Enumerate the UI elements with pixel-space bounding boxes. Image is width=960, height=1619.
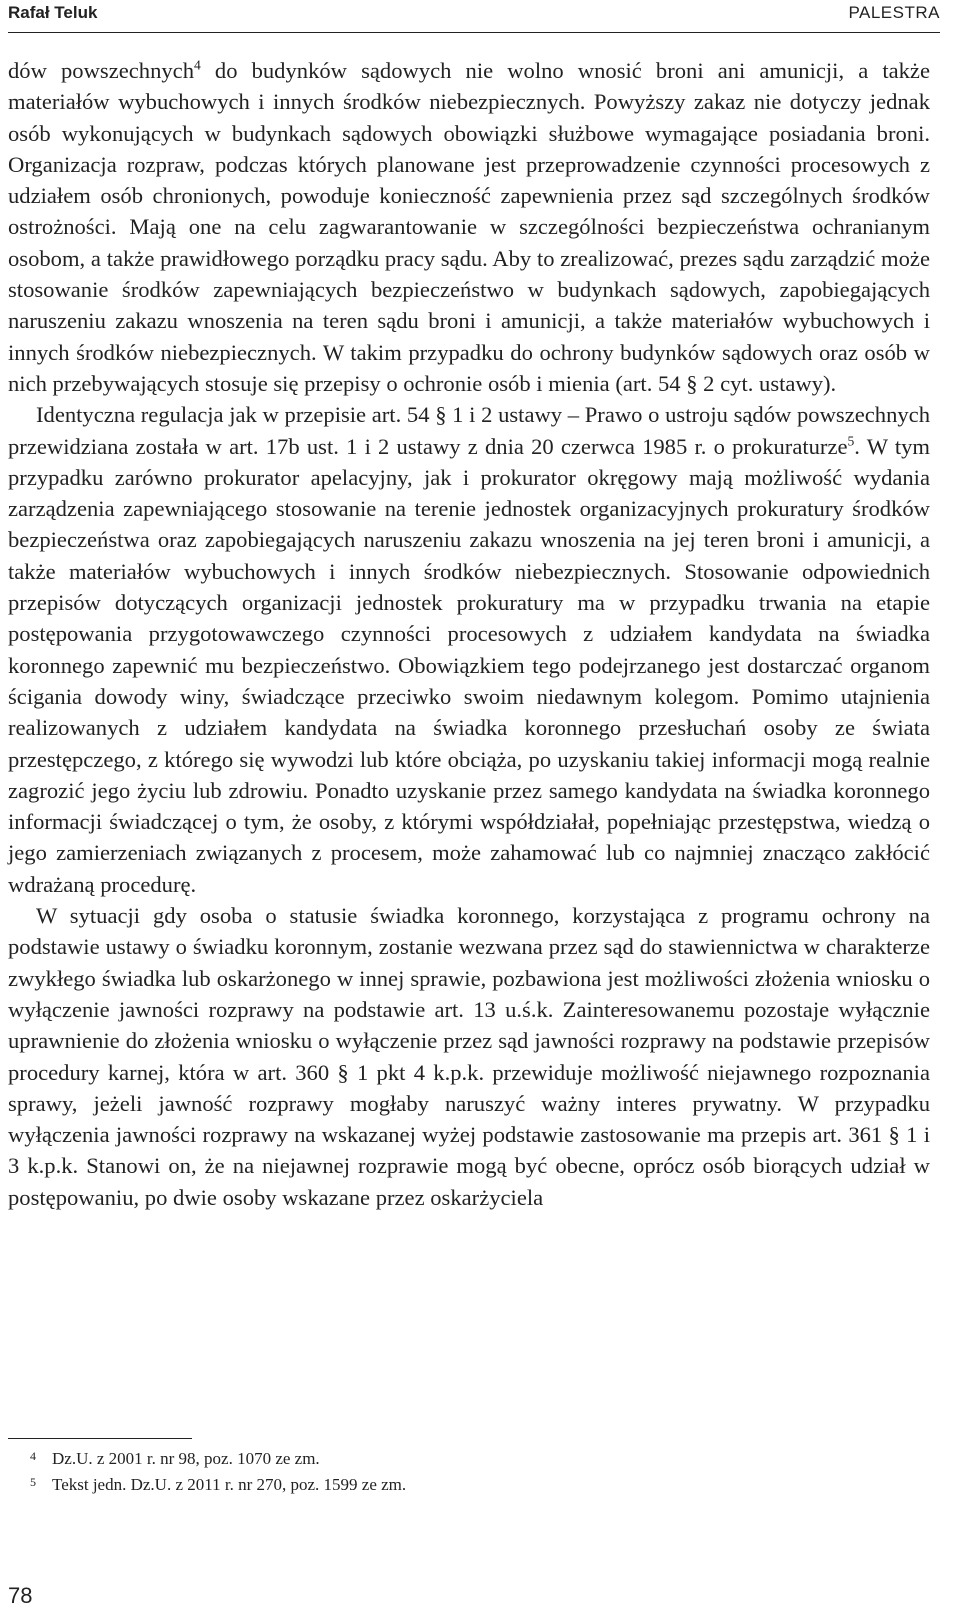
- paragraph-3: [8, 900, 930, 1213]
- paragraph-1-lead: dów powszechnych: [8, 58, 195, 83]
- paragraph-2: [8, 399, 930, 900]
- footnote-5: [30, 1472, 830, 1498]
- header-journal: PALESTRA: [848, 3, 940, 22]
- paragraph-2-text: . W tym przypadku zarówno prokurator apelacyjny, jak i prokurator okręgowy mają możliwość wydania zarządzenia zapewniającego stosowanie na terenie jednostek organizacyjnych prokuratury środków bezpieczeństwa oraz zapobiegających naruszeniu zakazu wnoszenia na jej teren broni i amunicji, a także materiałów wybuchowych i innych środków niebezpiecznych. Stosowanie odpowiednich przepisów dotyczących organizacji jednostek prokuratury ma w przypadku trwania na etapie postępowania przygotowawczego czynności procesowych z udziałem kandydata na świadka koronnego zapewnić mu bezpieczeństwo. Obowiązkiem tego podejrzanego jest dostarczać organom ścigania dowody winy, świadczące przeciwko swoim niedawnym kolegom. Pomimo utajnienia realizowanych z udziałem kandydata na świadka koronnego przesłuchań osoby ze świata przestępczego, z którego się wywodzi lub które obciąża, po uzyskaniu takiej informacji mogą realnie zagrozić jego życiu lub zdrowiu. Ponadto uzyskanie przez samego kandydata na świadka koronnego informacji świadczącej o tym, że osoby, z którymi współdziałał, popełniając przestępstwa, wiedzą o jego zamierzeniach związanych z procesem, może zahamować lub co najmniej znacząco zakłócić wdrażaną procedurę.: [8, 433, 930, 897]
- header-author: Rafał Teluk: [8, 3, 98, 22]
- paragraph-3-lead: W sytuacji gdy osoba o statusie świadka koronnego, korzystająca z programu ochrony na podstawie ustawy o świadku koronnym, zostanie wezwana przez sąd do stawiennictwa w charakterze zwykłego świadka lub oskarżonego w innej sprawie, pozbawiona jest możliwości złożenia wniosku o wyłączenie jawności rozprawy na podstawie art. 13 u.ś.k. Zainteresowanemu pozostaje wyłącznie uprawnienie do złożenia wniosku o wyłączenie przez sąd jawności rozprawy na podstawie przepisów procedury karnej, która w art. 360 § 1 pkt 4 k.p.k. przewiduje możliwość niejawnego rozpoznania sprawy, jeżeli jawność rozprawy mogłaby naruszyć ważny interes prywatny. W przypadku wyłączenia jawności rozprawy na wskazanej wyżej podstawie zastosowanie ma przepis art. 361 § 1 i 3 k.p.k. Stanowi on, że na niejawnej rozprawie mogą być obecne, oprócz osób biorących udział w postępowaniu, po dwie osoby wskazane przez oskarżyciela: [8, 903, 930, 1210]
- footnote-ref-5: 5: [847, 433, 855, 449]
- footnote-number: 4: [30, 1449, 36, 1463]
- footnote-ref-4: 4: [194, 57, 201, 73]
- body-text: [8, 55, 930, 1213]
- footnote-4: [30, 1446, 830, 1472]
- paragraph-1: [8, 55, 930, 399]
- footnote-text: Dz.U. z 2001 r. nr 98, poz. 1070 ze zm.: [52, 1449, 320, 1468]
- footnotes: [30, 1446, 830, 1498]
- running-header: [8, 0, 940, 33]
- footnote-divider: [8, 1438, 192, 1439]
- page-number: 78: [8, 1583, 33, 1608]
- paragraph-2-lead: Identyczna regulacja jak w przepisie art. 54 § 1 i 2 ustawy – Prawo o ustroju sądów powszechnych przewidziana została w art. 17b ust. 1 i 2 ustawy z dnia 20 czerwca 1985 r. o prokuraturze: [8, 402, 930, 459]
- paragraph-1-text: do budynków sądowych nie wolno wnosić broni ani amunicji, a także materiałów wybuchowych i innych środków niebezpiecznych. Powyższy zakaz nie dotyczy jednak osób wykonujących w budynkach sądowych obowiązki służbowe wymagające posiadania broni. Organizacja rozpraw, podczas których planowane jest przeprowadzenie czynności procesowych z udziałem osób chronionych, powoduje konieczność zapewnienia przez sąd szczególnych środków ostrożności. Mają one na celu zagwarantowanie w szczególności bezpieczeństwa ochranianym osobom, a także prawidłowego porządku pracy sądu. Aby to zrealizować, prezes sądu zarządzić może stosowanie środków zapewniających bezpieczeństwo w budynkach sądowych, zapobiegających naruszeniu zakazu wnoszenia na teren sądu broni i amunicji, a także materiałów wybuchowych i innych środków niebezpiecznych. W takim przypadku do ochrony budynków sądowych oraz osób w nich przebywających stosuje się przepisy o ochronie osób i mienia (art. 54 § 2 cyt. ustawy).: [8, 58, 930, 396]
- footnote-number: 5: [30, 1475, 36, 1489]
- footnote-text: Tekst jedn. Dz.U. z 2011 r. nr 270, poz. 1599 ze zm.: [52, 1475, 407, 1494]
